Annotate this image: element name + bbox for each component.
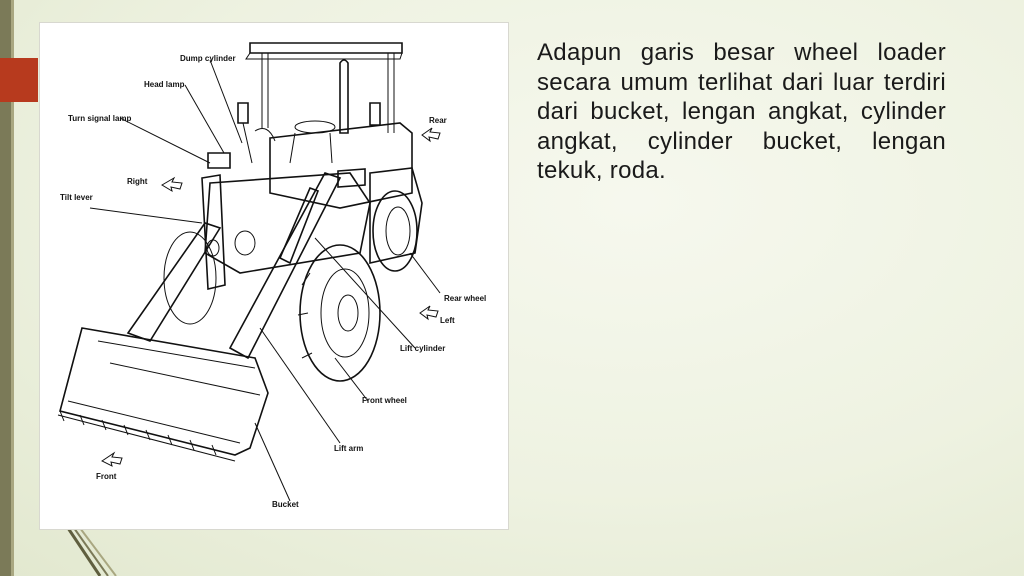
label-right: Right: [127, 177, 148, 186]
front-direction-arrow: [102, 453, 122, 466]
label-rear: Rear: [429, 116, 447, 125]
head-lamp-left: [208, 153, 230, 168]
canopy: [246, 43, 402, 133]
label-turn-signal-lamp: Turn signal lamp: [68, 114, 132, 123]
left-direction-arrow: [420, 306, 438, 319]
tilt-lever: [202, 175, 225, 289]
front-wheel-diagram: [298, 245, 380, 381]
mirror-left: [238, 103, 248, 123]
label-head-lamp: Head lamp: [144, 80, 185, 89]
mirror-right: [370, 103, 380, 125]
cab: [255, 121, 412, 208]
label-left: Left: [440, 316, 455, 325]
accent-tab: [0, 58, 38, 102]
corner-stripes-decoration: [60, 528, 130, 576]
head-lamp-right: [338, 169, 365, 187]
label-tilt-lever: Tilt lever: [60, 193, 93, 202]
wheel-loader-diagram: [40, 23, 508, 529]
front-frame: [205, 173, 370, 273]
rear-direction-arrow: [422, 128, 440, 141]
label-lift-arm: Lift arm: [334, 444, 364, 453]
bucket-diagram: [58, 328, 268, 461]
label-bucket: Bucket: [272, 500, 299, 509]
label-front: Front: [96, 472, 117, 481]
label-dump-cylinder: Dump cylinder: [180, 54, 236, 63]
slide-body-text: Adapun garis besar wheel loader secara umum terlihat dari luar terdiri dari bucket, lengan angkat, cylinder angkat, cylinder bucket, lengan tekuk, roda.: [537, 39, 946, 184]
exhaust-stack: [340, 60, 348, 133]
right-direction-arrow: [162, 178, 182, 191]
label-rear-wheel: Rear wheel: [444, 294, 487, 303]
label-lift-cylinder: Lift cylinder: [400, 344, 446, 353]
label-front-wheel: Front wheel: [362, 396, 407, 405]
wheel-loader-figure: [39, 22, 509, 530]
rear-wheel: [373, 191, 417, 271]
